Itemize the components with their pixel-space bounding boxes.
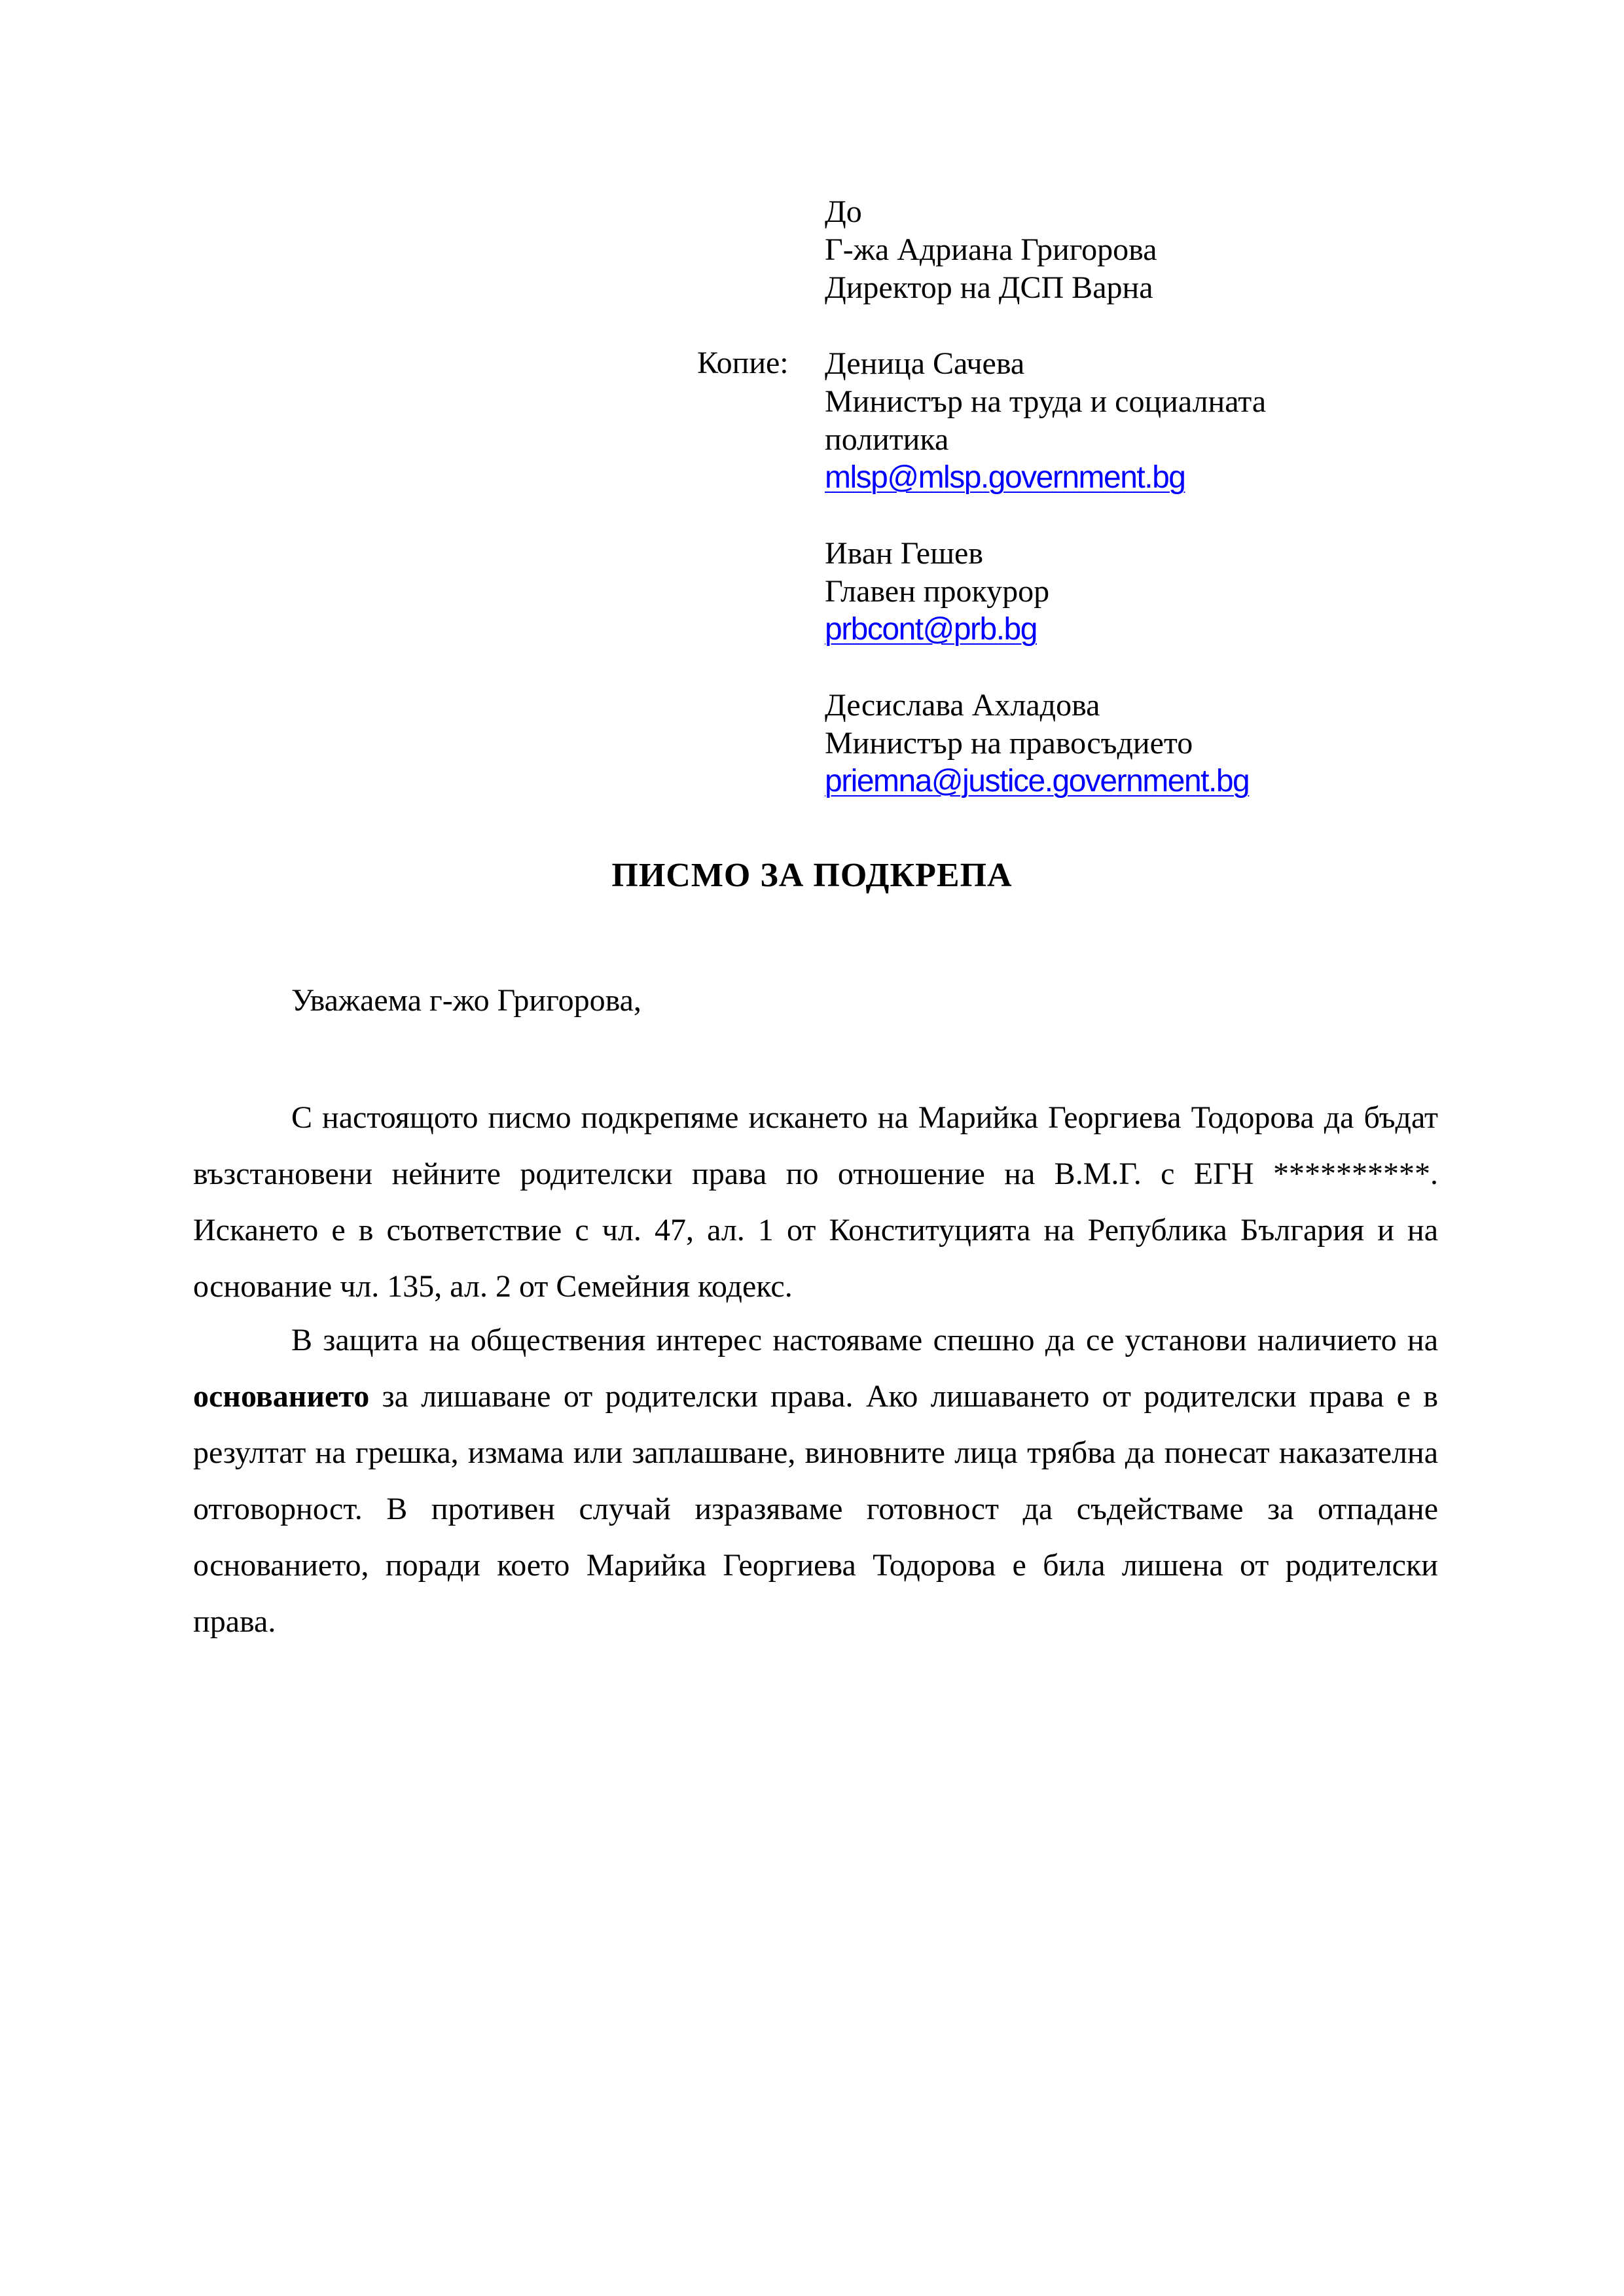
copy-3-position: Министър на правосъдието (825, 726, 1193, 761)
copy-3-name: Десислава Ахладова (825, 688, 1100, 723)
copy-2-position: Главен прокурор (825, 574, 1050, 609)
copy-1-name: Деница Сачева (825, 346, 1025, 381)
paragraph-2-text-start: В защита на обществения интерес настояваме спешно да се установи наличието на (291, 1323, 1438, 1357)
copy-3-email-link[interactable]: priemna@justice.government.bg (825, 764, 1250, 798)
copy-1-email-link[interactable]: mlsp@mlsp.government.bg (825, 460, 1185, 495)
paragraph-2-text-end: за лишаване от родителски права. Ако лишаването от родителски права е в резултат на грешка, измама или заплашване, виновните лица трябва да понесат наказателна отговорност. В противен случай изразяваме готовност да съдействаме за отпадане основанието, поради което Марийка Георгиева Тодорова е била лишена от родителски права. (193, 1379, 1439, 1639)
copy-1-position: Министър на труда и социалната (825, 384, 1267, 419)
address-block (825, 193, 1414, 800)
copies-label: Копие: (697, 346, 789, 380)
to-label: До (825, 194, 862, 229)
recipient-name: Г-жа Адриана Григорова (825, 232, 1157, 267)
body-paragraph-2 (193, 1312, 1438, 1650)
copy-2-email-link[interactable]: prbcont@prb.bg (825, 612, 1037, 647)
paragraph-2-bold-word: основанието (193, 1379, 370, 1414)
recipient-position: Директор на ДСП Варна (825, 270, 1153, 305)
salutation: Уважаема г-жо Григорова, (291, 983, 641, 1018)
copy-1-position-cont: политика (825, 422, 949, 457)
document-title: ПИСМО ЗА ПОДКРЕПА (611, 857, 1013, 894)
body-paragraph-1: С настоящото писмо подкрепяме искането на Марийка Георгиева Тодорова да бъдат възстановени нейните родителски права по отношение на В.М.Г. с ЕГН **********. Искането е в съответствие с чл. 47, ал. 1 от Конституцията на Република България и на основание чл. 135, ал. 2 от Семейния кодекс. (193, 1100, 1438, 1304)
copy-2-name: Иван Гешев (825, 536, 984, 571)
